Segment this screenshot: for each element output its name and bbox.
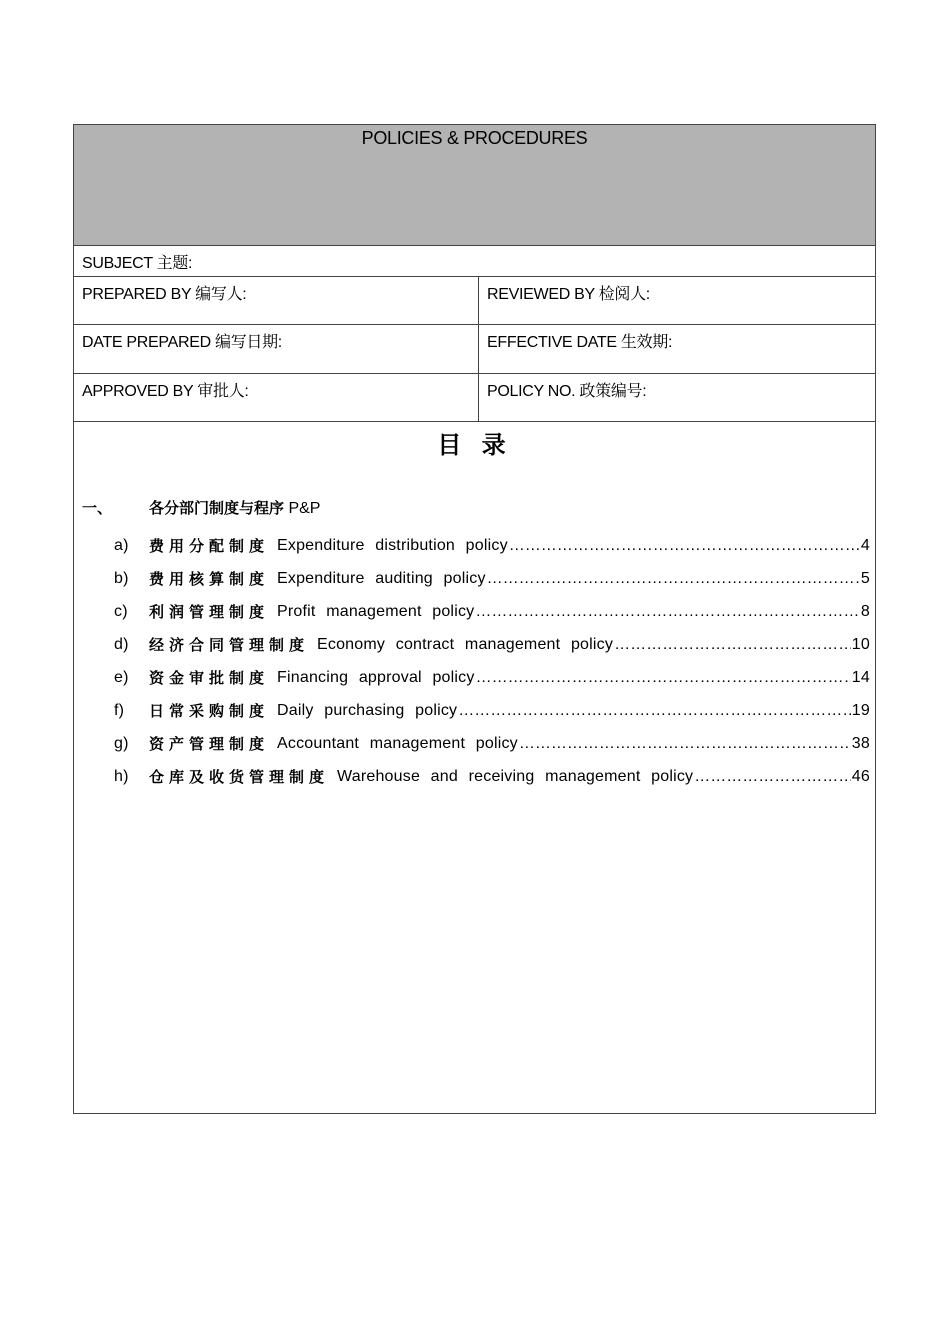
prepared-reviewed-row bbox=[74, 277, 875, 325]
toc-leader-dots bbox=[475, 603, 860, 621]
toc-item-page: 14 bbox=[851, 668, 870, 686]
toc-item-title-cn: 费用分配制度 bbox=[149, 537, 270, 555]
toc-item-title-en: Warehouse and receiving management policy bbox=[337, 767, 694, 785]
toc-item-title-cn: 费用核算制度 bbox=[149, 570, 270, 588]
page-title: POLICIES & PROCEDURES bbox=[361, 128, 588, 148]
toc-item-title-cn: 仓库及收货管理制度 bbox=[149, 768, 330, 786]
toc-list bbox=[114, 529, 870, 793]
toc-item-page: 19 bbox=[851, 701, 870, 719]
toc-item-letter: c) bbox=[114, 602, 128, 620]
toc-item-letter: f) bbox=[114, 701, 125, 719]
toc-section-title-cn: 各分部门制度与程序 bbox=[149, 499, 285, 517]
toc-item[interactable] bbox=[114, 595, 870, 628]
toc-item-title-en: Economy contract management policy bbox=[317, 635, 614, 653]
toc-item-title-cn: 经济合同管理制度 bbox=[149, 636, 310, 654]
toc-item-title-cn: 资金审批制度 bbox=[149, 669, 270, 687]
toc-section-number: 一、 bbox=[82, 499, 113, 517]
effective-date-field: EFFECTIVE DATE 生效期: bbox=[487, 334, 673, 351]
policy-document-frame bbox=[73, 124, 876, 1114]
toc-item-title-en: Daily purchasing policy bbox=[277, 701, 458, 719]
toc-item-page: 8 bbox=[860, 602, 870, 620]
toc-item-title-cn: 资产管理制度 bbox=[149, 735, 270, 753]
toc-item[interactable] bbox=[114, 694, 870, 727]
toc-item[interactable] bbox=[114, 628, 870, 661]
toc-leader-dots bbox=[694, 768, 851, 786]
toc-item-page: 5 bbox=[860, 569, 870, 587]
policy-number-field: POLICY NO. 政策编号: bbox=[487, 383, 647, 400]
toc-heading: 目 录 bbox=[437, 431, 512, 459]
toc-leader-dots bbox=[458, 702, 851, 720]
toc-item-letter: g) bbox=[114, 734, 129, 752]
toc-item-letter: d) bbox=[114, 635, 129, 653]
toc-item-title-en: Expenditure auditing policy bbox=[277, 569, 486, 587]
toc-item-letter: b) bbox=[114, 569, 129, 587]
toc-leader-dots bbox=[487, 570, 860, 588]
toc-item-page: 4 bbox=[860, 536, 870, 554]
toc-leader-dots bbox=[509, 537, 860, 555]
toc-item-title-en: Profit management policy bbox=[277, 602, 475, 620]
prepared-by-field: PREPARED BY 编写人: bbox=[74, 277, 479, 324]
toc-item-page: 38 bbox=[851, 734, 870, 752]
toc-item-letter: h) bbox=[114, 767, 129, 785]
toc-item[interactable] bbox=[114, 529, 870, 562]
toc-item-title-en: Expenditure distribution policy bbox=[277, 536, 508, 554]
approval-policy-row bbox=[74, 374, 875, 422]
toc-item-page: 46 bbox=[851, 767, 870, 785]
toc-leader-dots bbox=[476, 669, 851, 687]
toc-item-title-en: Accountant management policy bbox=[277, 734, 518, 752]
toc-item-letter: e) bbox=[114, 668, 129, 686]
toc-item[interactable] bbox=[114, 727, 870, 760]
toc-item-title-cn: 利润管理制度 bbox=[149, 603, 270, 621]
title-band bbox=[74, 125, 875, 246]
toc-item-letter: a) bbox=[114, 536, 129, 554]
subject-row bbox=[74, 246, 875, 277]
toc-item-page: 10 bbox=[851, 635, 870, 653]
toc-item-title-cn: 日常采购制度 bbox=[149, 702, 270, 720]
date-prepared-field: DATE PREPARED 编写日期: bbox=[74, 325, 479, 373]
toc-item[interactable] bbox=[114, 562, 870, 595]
dates-row bbox=[74, 325, 875, 374]
toc-leader-dots bbox=[614, 636, 851, 654]
toc-leader-dots bbox=[519, 735, 851, 753]
toc-section-title-en: P&P bbox=[284, 500, 321, 517]
toc-section bbox=[82, 497, 320, 518]
toc-item-title-en: Financing approval policy bbox=[277, 668, 475, 686]
subject-field: SUBJECT 主题: bbox=[82, 255, 193, 272]
reviewed-by-field: REVIEWED BY 检阅人: bbox=[487, 286, 650, 303]
toc-item[interactable] bbox=[114, 661, 870, 694]
approved-by-field: APPROVED BY 审批人: bbox=[74, 374, 479, 421]
toc-item[interactable] bbox=[114, 760, 870, 793]
